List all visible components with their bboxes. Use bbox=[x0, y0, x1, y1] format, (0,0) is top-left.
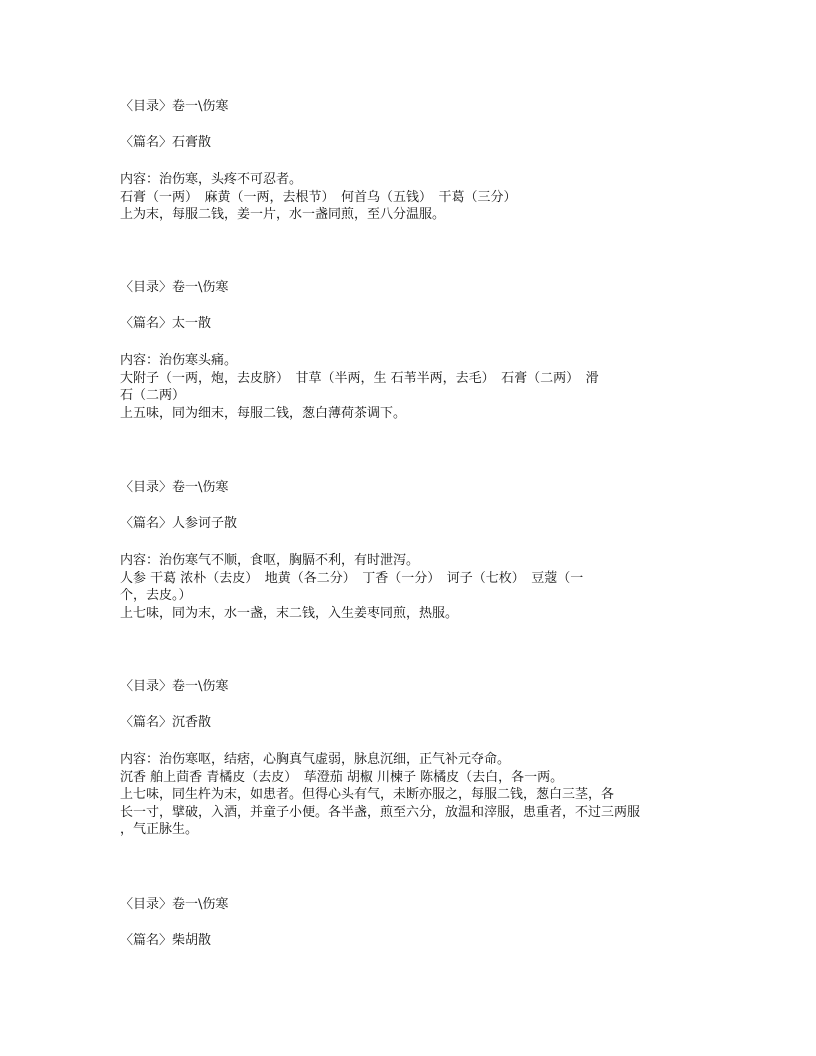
content-line: 上七味，同生杵为末，如患者。但得心头有气，未断亦服之，每服二钱，葱白三茎，各 bbox=[120, 787, 615, 802]
recipe-entry bbox=[120, 279, 700, 422]
recipe-title: 〈篇名〉柴胡散 bbox=[120, 933, 212, 948]
directory-line: 〈目录〉卷一\伤寒 bbox=[120, 280, 229, 295]
content-line: 内容：治伤寒，头疼不可忍者。 bbox=[120, 172, 303, 187]
content-line: 石（二两） bbox=[120, 388, 186, 403]
content-line: 上为末，每服二钱，姜一片，水一盏同煎，至八分温服。 bbox=[120, 207, 446, 222]
content-line: 上七味，同为末，水一盏，末二钱，入生姜枣同煎，热服。 bbox=[120, 605, 459, 621]
content-line: 大附子（一两，炮，去皮脐） 甘草（半两，生 石苇半两，去毛） 石膏（二两） 滑 bbox=[120, 370, 599, 386]
recipe-title: 〈篇名〉人参诃子散 bbox=[120, 516, 238, 531]
content-line: 沉香 舶上茴香 青橘皮（去皮） 荜澄茄 胡椒 川楝子 陈橘皮（去白，各一两。 bbox=[120, 769, 564, 785]
content-line: 内容：治伤寒呕，结痞，心胸真气虚弱，脉息沉细，正气补元夺命。 bbox=[120, 752, 511, 767]
recipe-title: 〈篇名〉沉香散 bbox=[120, 715, 212, 730]
recipe-entry bbox=[120, 479, 700, 622]
content-line: 个，去皮。） bbox=[120, 588, 192, 603]
directory-line: 〈目录〉卷一\伤寒 bbox=[120, 99, 229, 114]
content-line: 人参 干葛 浓朴（去皮） 地黄（各二分） 丁香（一分） 诃子（七枚） 豆蔻（一 bbox=[120, 570, 584, 586]
content-line: 长一寸，擘破，入酒，并童子小便。各半盏，煎至六分，放温和滓服，患重者，不过三两服 bbox=[120, 804, 641, 820]
recipe-entry bbox=[120, 98, 700, 224]
content-line: 内容：治伤寒气不顺，食呕，胸膈不利，有时泄泻。 bbox=[120, 553, 420, 568]
recipe-entry bbox=[120, 896, 700, 969]
recipe-title: 〈篇名〉石膏散 bbox=[120, 135, 212, 150]
recipe-entry bbox=[120, 678, 700, 839]
content-line: 上五味，同为细末，每服二钱，葱白薄荷茶调下。 bbox=[120, 405, 407, 421]
content-line: 内容：治伤寒头痛。 bbox=[120, 353, 238, 368]
directory-line: 〈目录〉卷一\伤寒 bbox=[120, 480, 229, 495]
content-line: 石膏（一两） 麻黄（一两，去根节） 何首乌（五钱） 干葛（三分） bbox=[120, 189, 517, 205]
content-line: ，气正脉生。 bbox=[120, 822, 199, 837]
directory-line: 〈目录〉卷一\伤寒 bbox=[120, 679, 229, 694]
recipe-title: 〈篇名〉太一散 bbox=[120, 316, 212, 331]
directory-line: 〈目录〉卷一\伤寒 bbox=[120, 897, 229, 912]
